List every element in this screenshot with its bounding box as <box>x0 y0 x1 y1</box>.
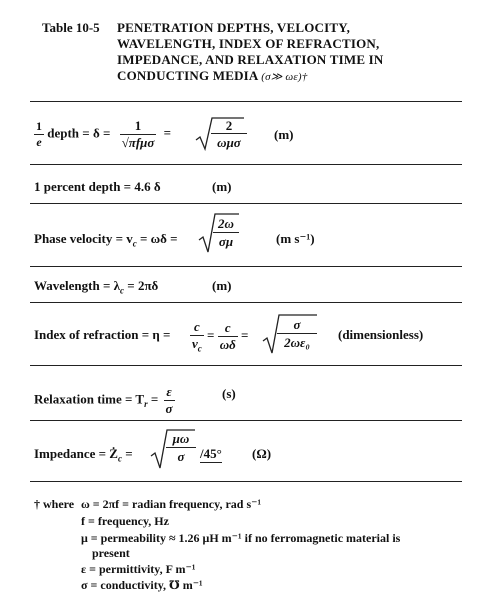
footnote-line: σ = conductivity, ℧ m⁻¹ <box>81 578 203 592</box>
phase-numerator: 2ω <box>218 216 234 231</box>
rule-1 <box>30 164 462 165</box>
rule-2 <box>30 203 462 204</box>
footnote-line: μ = permeability ≈ 1.26 μH m⁻¹ if no ferromagnetic material is <box>81 531 401 545</box>
index-fraction-1: $\frac{c}{v_c}$ = $\frac{c}{\omega\delta}$ = <box>192 319 249 354</box>
phase-velocity-row: Phase velocity = $v_c = \omega\delta$ = <box>34 231 178 249</box>
footnote-line: f = frequency, Hz <box>81 514 169 528</box>
depth-fraction-1: $\frac{1}{\text{√πfμσ}}$ <box>121 118 155 150</box>
impedance-denominator: σ <box>177 449 185 464</box>
footnote-line: ω = 2πf = radian frequency, rad s⁻¹ <box>81 497 262 511</box>
table-title-line-3: IMPEDANCE, AND RELAXATION TIME IN <box>117 52 384 67</box>
table-title-line-2: WAVELENGTH, INDEX OF REFRACTION, <box>117 36 380 51</box>
index-row: Index of refraction = η = <box>34 327 171 342</box>
top-rule <box>30 101 462 102</box>
title-condition: (σ≫ ωε)† <box>261 71 308 83</box>
impedance-row: Impedance = $Ż_c$ = <box>34 446 133 464</box>
rule-4 <box>30 302 462 303</box>
one-over-e: $\frac{1}{e}$ <box>36 119 42 149</box>
wavelength-row: Wavelength = $\lambda_c = 2\pi\delta$ <box>34 278 159 296</box>
phase-velocity-unit: (m s⁻¹) <box>276 231 315 246</box>
table-title-line-1: PENETRATION DEPTHS, VELOCITY, <box>117 20 351 35</box>
percent-depth-unit: (m) <box>212 179 232 194</box>
relaxation-row: Relaxation time = $T_r$ = $\frac{\varepsilon}{\sigma}$ <box>34 384 173 416</box>
index-unit: (dimensionless) <box>338 327 424 342</box>
relaxation-unit: (s) <box>222 386 236 401</box>
rule-3 <box>30 266 462 267</box>
index-sqrt-numerator: σ <box>293 317 301 332</box>
footnote-line: ε = permittivity, F m⁻¹ <box>81 562 196 576</box>
wavelength-unit: (m) <box>212 278 232 293</box>
table-title-line-4: CONDUCTING MEDIA (σ≫ ωε)† <box>117 68 308 83</box>
depth-sqrt-numerator: 2 <box>225 118 233 133</box>
rule-6 <box>30 420 462 421</box>
percent-depth-row: 1 percent depth = 4.6 δ <box>34 179 161 194</box>
footnote-lead: † where <box>34 497 75 511</box>
depth-unit: (m) <box>274 127 294 142</box>
footnote-line: present <box>92 546 130 560</box>
depth-row: $\frac{1}{e}$ depth = δ = $\frac{1}{\text{√πfμσ}}$ = <box>36 118 172 150</box>
depth-sqrt-denominator: ωμσ <box>217 135 241 150</box>
impedance-angle: /45° <box>200 446 222 461</box>
rule-5 <box>30 365 462 366</box>
table-label: Table 10-5 <box>42 20 100 35</box>
bottom-rule <box>30 481 462 482</box>
impedance-numerator: μω <box>172 431 190 446</box>
phase-denominator: σμ <box>218 234 234 249</box>
index-sqrt-denominator: 2ωε₀ <box>284 335 310 350</box>
impedance-unit: (Ω) <box>252 446 272 461</box>
